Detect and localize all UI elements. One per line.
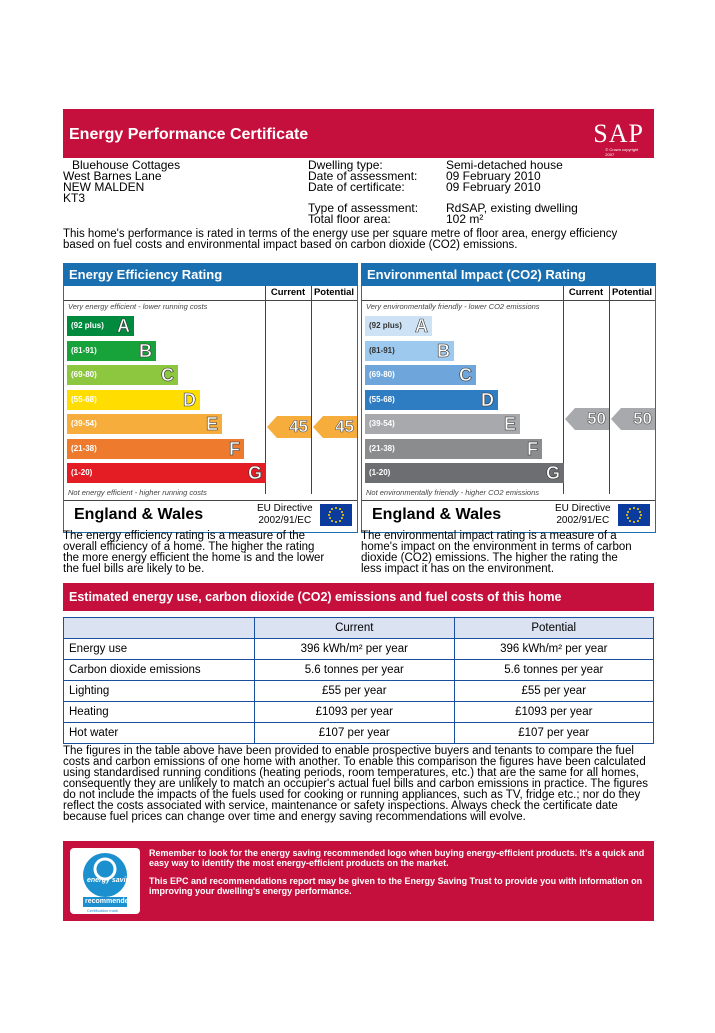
environmental-impact-panel xyxy=(361,263,656,533)
band-letter: B xyxy=(437,340,450,361)
panel-heading: Energy Efficiency Rating xyxy=(64,264,357,286)
table-row xyxy=(64,702,654,723)
band-range: (1-20) xyxy=(71,468,93,477)
band-f xyxy=(67,439,244,459)
band-range: (92 plus) xyxy=(369,321,402,330)
address-line-3: NEW MALDEN xyxy=(63,180,145,194)
dwelling-type-label: Dwelling type: xyxy=(308,158,383,172)
row-label: Heating xyxy=(64,702,255,723)
top-note: Very energy efficient - lower running costs xyxy=(68,302,208,311)
row-current: £1093 per year xyxy=(255,702,455,723)
floor-area-value: 102 m² xyxy=(446,212,484,226)
row-current: £107 per year xyxy=(255,723,455,744)
estimated-heading: Estimated energy use, carbon dioxide (CO2) emissions and fuel costs of this home xyxy=(63,583,654,611)
col-potential: Potential xyxy=(611,287,653,298)
top-note: Very environmentally friendly - lower CO2 emissions xyxy=(366,302,540,311)
band-a xyxy=(365,316,432,336)
row-current: 396 kWh/m² per year xyxy=(255,639,455,660)
header-blank xyxy=(64,618,255,639)
eu-directive: EU Directive 2002/91/EC xyxy=(555,503,611,526)
band-letter: D xyxy=(183,389,196,410)
date-assessment-label: Date of assessment: xyxy=(308,169,418,183)
current-rating-arrow: 45 xyxy=(267,416,311,438)
band-letter: F xyxy=(229,438,240,459)
row-potential: £1093 per year xyxy=(454,702,654,723)
header-potential: Potential xyxy=(454,618,654,639)
band-d xyxy=(67,390,200,410)
floor-area-label: Total floor area: xyxy=(308,212,391,226)
band-range: (69-80) xyxy=(71,370,97,379)
region-label: England & Wales xyxy=(74,506,204,523)
potential-rating-arrow: 45 xyxy=(313,416,357,438)
address-line-1: Bluehouse Cottages xyxy=(72,158,181,172)
row-label: Hot water xyxy=(64,723,255,744)
band-letter: D xyxy=(481,389,494,410)
dwelling-type-value: Semi-detached house xyxy=(446,158,563,172)
band-range: (21-38) xyxy=(71,443,97,453)
band-b xyxy=(365,341,454,361)
band-letter: E xyxy=(205,414,218,434)
band-range: (55-68) xyxy=(71,394,97,404)
table-row xyxy=(64,660,654,681)
band-letter: C xyxy=(161,365,174,385)
bottom-note: Not environmentally friendly - higher CO2 emissions xyxy=(366,488,539,497)
band-letter: F xyxy=(527,438,538,459)
table-row xyxy=(64,681,654,702)
type-assessment-label: Type of assessment: xyxy=(308,201,419,215)
table-row xyxy=(64,639,654,660)
potential-rating-arrow: 50 xyxy=(611,408,655,430)
row-label: Energy use xyxy=(64,639,255,660)
efficiency-description: The energy efficiency rating is a measure of the overall efficiency of a home. The higher the rating the more energy efficient the home is and the lower the fuel bills are likely to be. xyxy=(63,530,325,575)
energy-efficiency-panel xyxy=(63,263,358,533)
date-assessment-value: 09 February 2010 xyxy=(446,169,541,183)
band-letter: E xyxy=(503,414,516,434)
row-potential: £55 per year xyxy=(454,681,654,702)
intro-text: This home's performance is rated in terms of the energy use per square metre of floor area, energy efficiency based on fuel costs and environmental impact based on carbon dioxide (CO2) emissions. xyxy=(63,228,618,251)
band-f xyxy=(365,439,542,459)
date-certificate-value: 09 February 2010 xyxy=(446,180,541,194)
footer-line-2: This EPC and recommendations report may be given to the Energy Saving Trust to provide you with information on improving your dwelling's energy performance. xyxy=(149,876,643,896)
row-current: £55 per year xyxy=(255,681,455,702)
region-label: England & Wales xyxy=(372,506,502,523)
row-current: 5.6 tonnes per year xyxy=(255,660,455,681)
row-potential: 396 kWh/m² per year xyxy=(454,639,654,660)
band-c xyxy=(67,365,178,385)
eu-flag-icon xyxy=(618,504,650,526)
eu-directive: EU Directive 2002/91/EC xyxy=(257,503,313,526)
table-row xyxy=(64,723,654,744)
row-potential: £107 per year xyxy=(454,723,654,744)
col-current: Current xyxy=(568,287,604,298)
table-header-row xyxy=(64,618,654,639)
page-title: Energy Performance Certificate xyxy=(69,126,309,143)
row-label: Lighting xyxy=(64,681,255,702)
panel-heading: Environmental Impact (CO2) Rating xyxy=(362,264,655,286)
type-assessment-value: RdSAP, existing dwelling xyxy=(446,201,578,215)
estimated-costs-table xyxy=(63,617,654,744)
address-line-4: KT3 xyxy=(63,191,86,205)
band-e xyxy=(67,414,222,434)
band-range: (39-54) xyxy=(71,419,97,428)
band-range: (1-20) xyxy=(369,468,391,477)
footer-line-1: Remember to look for the energy saving recommended logo when buying energy-efficient products. It's a quick and easy way to identify the most energy-efficient products on the market. xyxy=(149,848,645,868)
band-range: (55-68) xyxy=(369,394,395,404)
band-letter: C xyxy=(459,365,472,385)
figures-note: The figures in the table above have been provided to enable prospective buyers and tenants to compare the fuel costs and carbon emissions of one home with another. To enable this comparison the figures have been calculated using standardised running conditions (heating periods, room temperatures, etc.) that are the same for all homes, consequently they are unlikely to match an occupier's actual fuel bills and carbon emissions in practice. The figures do not include the impacts of the fuels used for cooking or running appliances, such as TV, fridge etc.; nor do they reflect the costs associated with service, maintenance or safety inspections. Always check the certificate date because fuel prices can change over time and energy saving recommendations will evolve. xyxy=(63,745,648,823)
col-potential: Potential xyxy=(313,287,355,298)
band-c xyxy=(365,365,476,385)
band-range: (69-80) xyxy=(369,370,395,379)
date-certificate-label: Date of certificate: xyxy=(308,180,405,194)
band-e xyxy=(365,414,520,434)
band-letter: G xyxy=(545,463,560,483)
energy-saving-footer xyxy=(63,841,654,921)
energy-saving-recommended-logo: energy saving recommended Certification mark xyxy=(69,847,141,915)
band-range: (39-54) xyxy=(369,419,395,428)
certificate-header xyxy=(63,109,654,158)
band-d xyxy=(365,390,498,410)
band-range: (92 plus) xyxy=(71,321,104,330)
band-a xyxy=(67,316,134,336)
band-letter: A xyxy=(117,316,130,336)
current-rating-arrow: 50 xyxy=(565,408,609,430)
band-range: (81-91) xyxy=(71,345,97,355)
band-letter: B xyxy=(139,340,152,361)
band-b xyxy=(67,341,156,361)
sap-logo: SAP © Crown copyright 2007 xyxy=(593,119,644,157)
bottom-note: Not energy efficient - higher running costs xyxy=(68,488,207,497)
band-letter: G xyxy=(247,463,262,483)
header-current: Current xyxy=(255,618,455,639)
band-g xyxy=(67,463,266,483)
environmental-description: The environmental impact rating is a measure of a home's impact on the environment in terms of carbon dioxide (CO2) emissions. The higher the rating the less impact it has on the environment. xyxy=(361,530,632,575)
band-g xyxy=(365,463,564,483)
eu-flag-icon xyxy=(320,504,352,526)
col-current: Current xyxy=(270,287,306,298)
band-range: (21-38) xyxy=(369,443,395,453)
row-potential: 5.6 tonnes per year xyxy=(454,660,654,681)
row-label: Carbon dioxide emissions xyxy=(64,660,255,681)
band-letter: A xyxy=(415,316,428,336)
address-line-2: West Barnes Lane xyxy=(63,169,162,183)
band-range: (81-91) xyxy=(369,345,395,355)
